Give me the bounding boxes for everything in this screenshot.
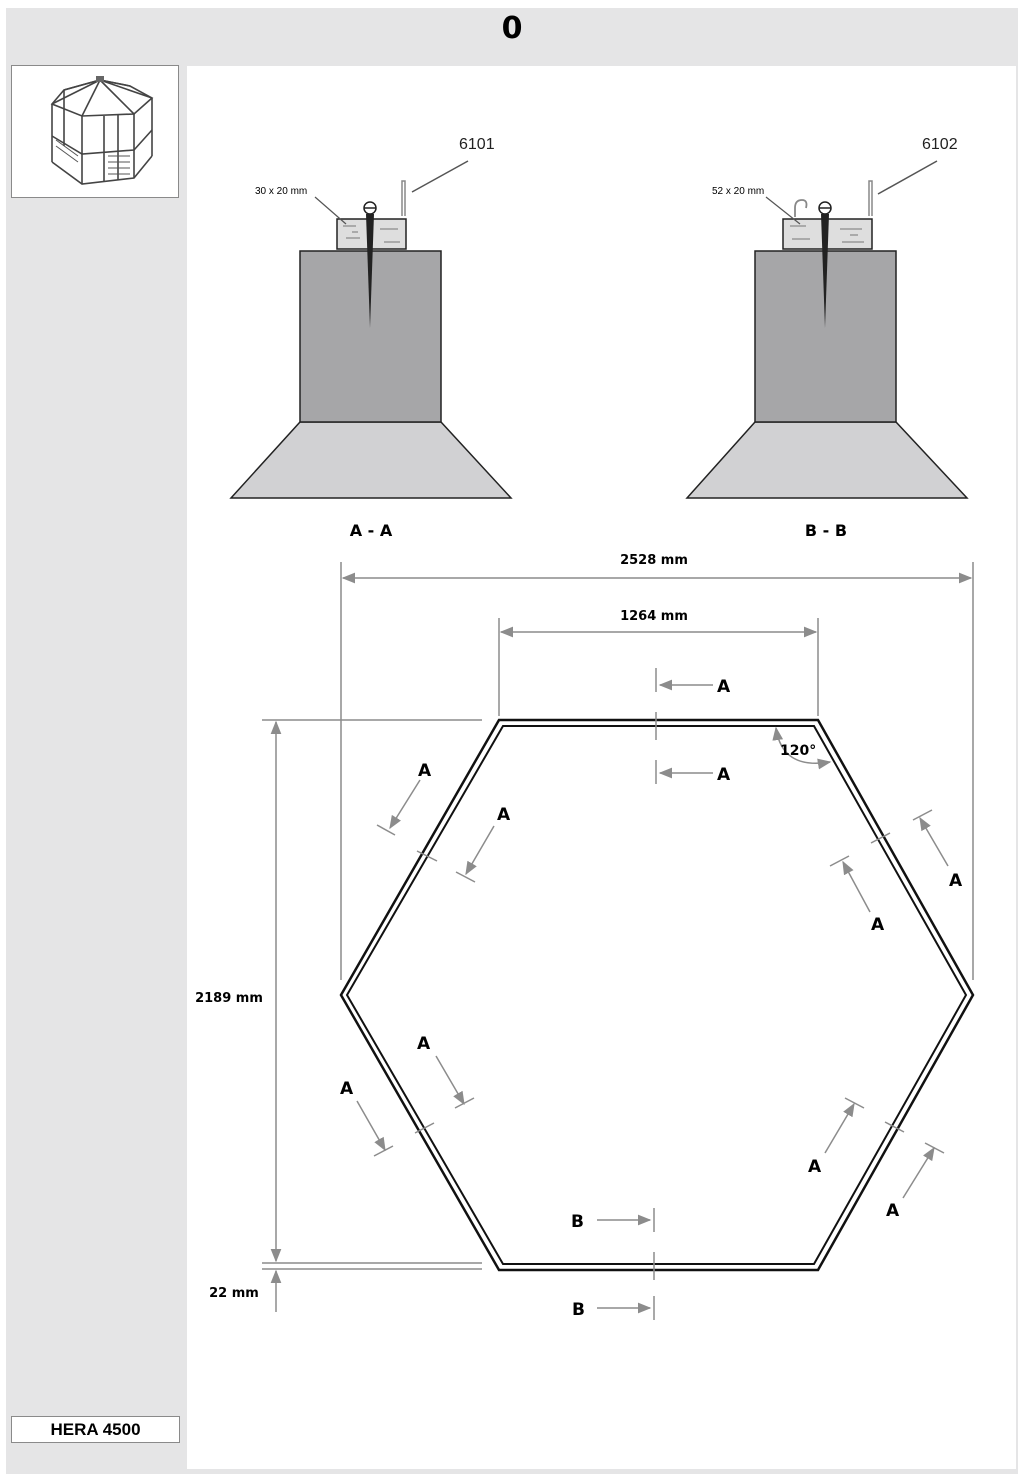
marker-b-2: B xyxy=(572,1300,585,1320)
section-a-a xyxy=(231,136,511,540)
plan-dimensions xyxy=(262,562,973,1312)
timber-size-right: 52 x 20 mm xyxy=(712,186,765,197)
angle-label: 120° xyxy=(780,743,817,759)
part-number-6101: 6101 xyxy=(459,136,495,153)
offset-dimension: 22 mm xyxy=(209,1286,259,1301)
marker-a-lr-2: A xyxy=(886,1201,900,1221)
hexagon-outer xyxy=(341,720,973,1270)
section-label-b-b: B - B xyxy=(804,521,848,540)
hexagon-inner xyxy=(347,726,966,1264)
model-name: HERA 4500 xyxy=(11,1416,180,1443)
side-length-dimension: 1264 mm xyxy=(620,609,688,624)
part-number-6102: 6102 xyxy=(922,136,958,153)
footing-left xyxy=(231,422,511,498)
marker-a-ul-2: A xyxy=(497,805,511,825)
footing-right xyxy=(687,422,967,498)
step-number: 0 xyxy=(501,11,523,46)
marker-a-top-2: A xyxy=(717,765,731,785)
marker-b-1: B xyxy=(571,1212,584,1232)
section-markers xyxy=(357,668,948,1320)
overall-width-dimension: 2528 mm xyxy=(620,553,688,568)
marker-a-ll-1: A xyxy=(417,1034,431,1054)
marker-a-lr-1: A xyxy=(808,1157,822,1177)
hook-bracket xyxy=(795,200,807,217)
profile-6101 xyxy=(402,181,405,216)
marker-a-ur-1: A xyxy=(949,871,963,891)
overall-depth-dimension: 2189 mm xyxy=(195,991,263,1006)
profile-6102 xyxy=(869,181,872,216)
section-marker-labels xyxy=(340,677,963,1320)
timber-size-left: 30 x 20 mm xyxy=(255,186,308,197)
marker-a-ll-2: A xyxy=(340,1079,354,1099)
marker-a-top-1: A xyxy=(717,677,731,697)
marker-a-ul-1: A xyxy=(418,761,432,781)
section-label-a-a: A - A xyxy=(349,521,393,540)
section-b-b xyxy=(687,136,967,540)
marker-a-ur-2: A xyxy=(871,915,885,935)
